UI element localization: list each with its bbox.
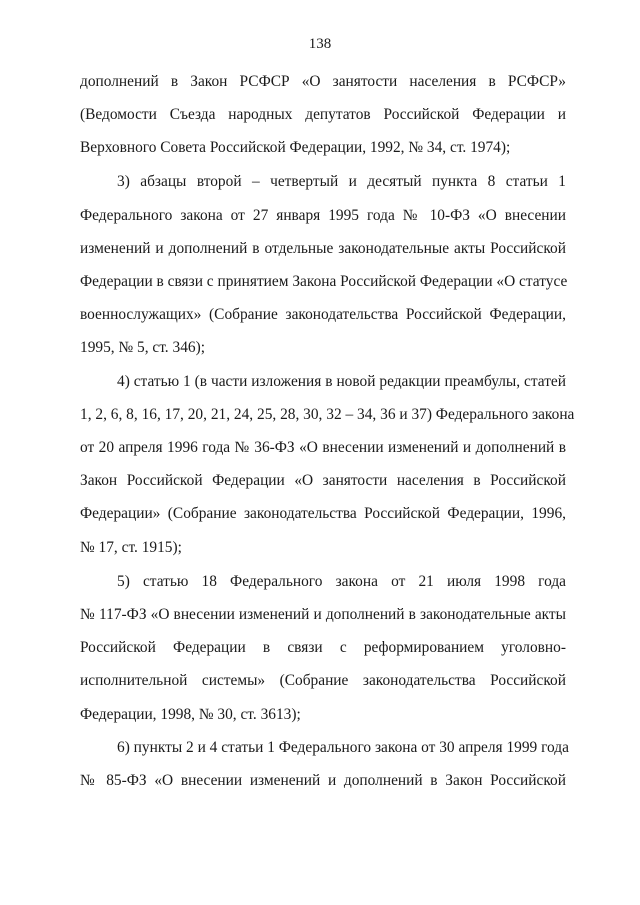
text-line: дополнений в Закон РСФСР «О занятости населения в РСФСР» <box>80 73 566 90</box>
text-line: от 20 апреля 1996 года № 36-ФЗ «О внесении изменений и дополнений в <box>80 439 566 456</box>
text-line: 6) пункты 2 и 4 статьи 1 Федерального закона от 30 апреля 1999 года <box>117 739 569 756</box>
text-line: (Ведомости Съезда народных депутатов Российской Федерации и <box>80 106 566 123</box>
text-line: изменений и дополнений в отдельные законодательные акты Российской <box>80 240 566 257</box>
text-line: 3) абзацы второй – четвертый и десятый пункта 8 статьи 1 <box>117 173 566 190</box>
text-line: № 85-ФЗ «О внесении изменений и дополнений в Закон Российской <box>80 772 566 789</box>
text-line: 5) статью 18 Федерального закона от 21 июля 1998 года <box>117 573 566 590</box>
text-line: военнослужащих» (Собрание законодательства Российской Федерации, <box>80 306 566 323</box>
text-line: Верховного Совета Российской Федерации, 1992, № 34, ст. 1974); <box>80 139 511 156</box>
text-line: исполнительной системы» (Собрание законодательства Российской <box>80 672 566 689</box>
text-line: № 117-ФЗ «О внесении изменений и дополнений в законодательные акты <box>80 606 566 623</box>
text-line: Закон Российской Федерации «О занятости населения в Российской <box>80 472 566 489</box>
text-line: № 17, ст. 1915); <box>80 539 182 556</box>
text-line: Федерации, 1998, № 30, ст. 3613); <box>80 706 301 723</box>
text-line: Федерации в связи с принятием Закона Российской Федерации «О статусе <box>80 273 568 290</box>
text-line: 1995, № 5, ст. 346); <box>80 339 205 356</box>
text-line: Федерации» (Собрание законодательства Российской Федерации, 1996, <box>80 505 566 522</box>
text-line: 4) статью 1 (в части изложения в новой редакции преамбулы, статей <box>117 373 566 390</box>
text-line: 1, 2, 6, 8, 16, 17, 20, 21, 24, 25, 28, 30, 32 – 34, 36 и 37) Федерального закона <box>80 406 575 423</box>
page-number: 138 <box>308 36 332 52</box>
text-line: Федерального закона от 27 января 1995 года № 10-ФЗ «О внесении <box>80 207 566 224</box>
text-line: Российской Федерации в связи с реформированием уголовно- <box>80 639 566 656</box>
